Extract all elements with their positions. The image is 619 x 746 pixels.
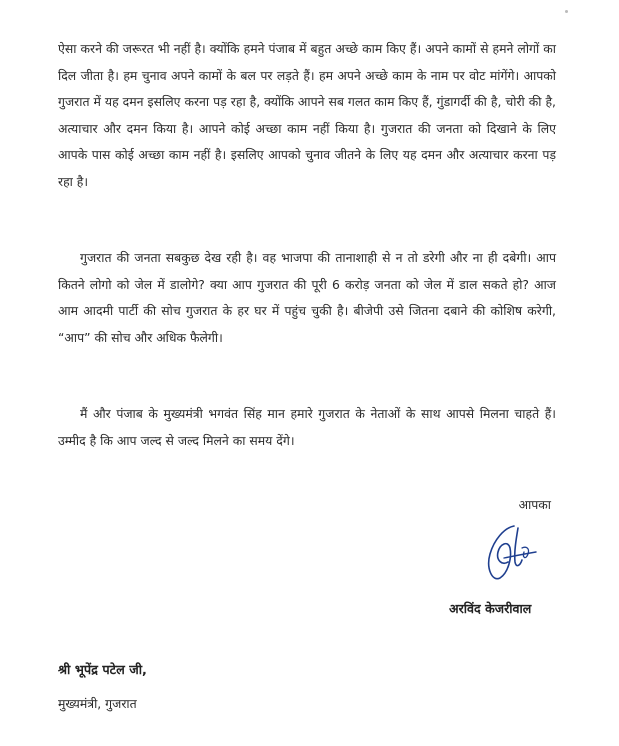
signer-name: अरविंद केजरीवाल [449,601,532,616]
recipient-title: मुख्यमंत्री, गुजरात [58,696,137,711]
letter-paragraph-3 [58,401,556,454]
paragraph-3-text: मैं और पंजाब के मुख्यमंत्री भगवंत सिंह मान हमारे गुजरात के नेताओं के साथ आपसे मिलना चाहते हैं। उम्मीद है कि आप जल्द से जल्द मिलने का समय देंगे। [58,406,556,448]
page-dot-mark [565,10,568,13]
letter-paragraph-1 [58,36,556,195]
closing-salutation: आपका [518,497,551,512]
recipient-name: श्री भूपेंद्र पटेल जी, [58,663,147,678]
paragraph-1-text: ऐसा करने की जरूरत भी नहीं है। क्योंकि हमने पंजाब में बहुत अच्छे काम किए हैं। अपने कामों से हमने लोगों का दिल जीता है। हम चुनाव अपने कामों के बल पर लड़ते हैं। हम अपने अच्छे काम के नाम पर वोट मांगेंगे। आपको गुजरात में यह दमन इसलिए करना पड़ रहा है, क्योंकि आपने सब गलत काम किए हैं, गुंडागर्दी की है, चोरी की है, अत्याचार और दमन किया है। आपने कोई अच्छा काम नहीं किया है। गुजरात की जनता को दिखाने के लिए आपके पास कोई अच्छा काम नहीं है। इसलिए आपको चुनाव जीतने के लिए यह दमन और अत्याचार करना पड़ रहा है। [58,41,556,189]
letter-paragraph-2 [58,245,556,351]
paragraph-2-text: गुजरात की जनता सबकुछ देख रही है। वह भाजपा की तानाशाही से न तो डरेगी और ना ही दबेगी। आप कितने लोगो को जेल में डालोगे? क्या आप गुजरात की पूरी 6 करोड़ जनता को जेल में डाल सकते हो? आज आम आदमी पार्टी की सोच गुजरात के हर घर में पहुंच चुकी है। बीजेपी उसे जितना दबाने की कोशिष करेगी, “आप” की सोच और अधिक फैलेगी। [58,250,556,345]
signature-icon [474,518,544,588]
